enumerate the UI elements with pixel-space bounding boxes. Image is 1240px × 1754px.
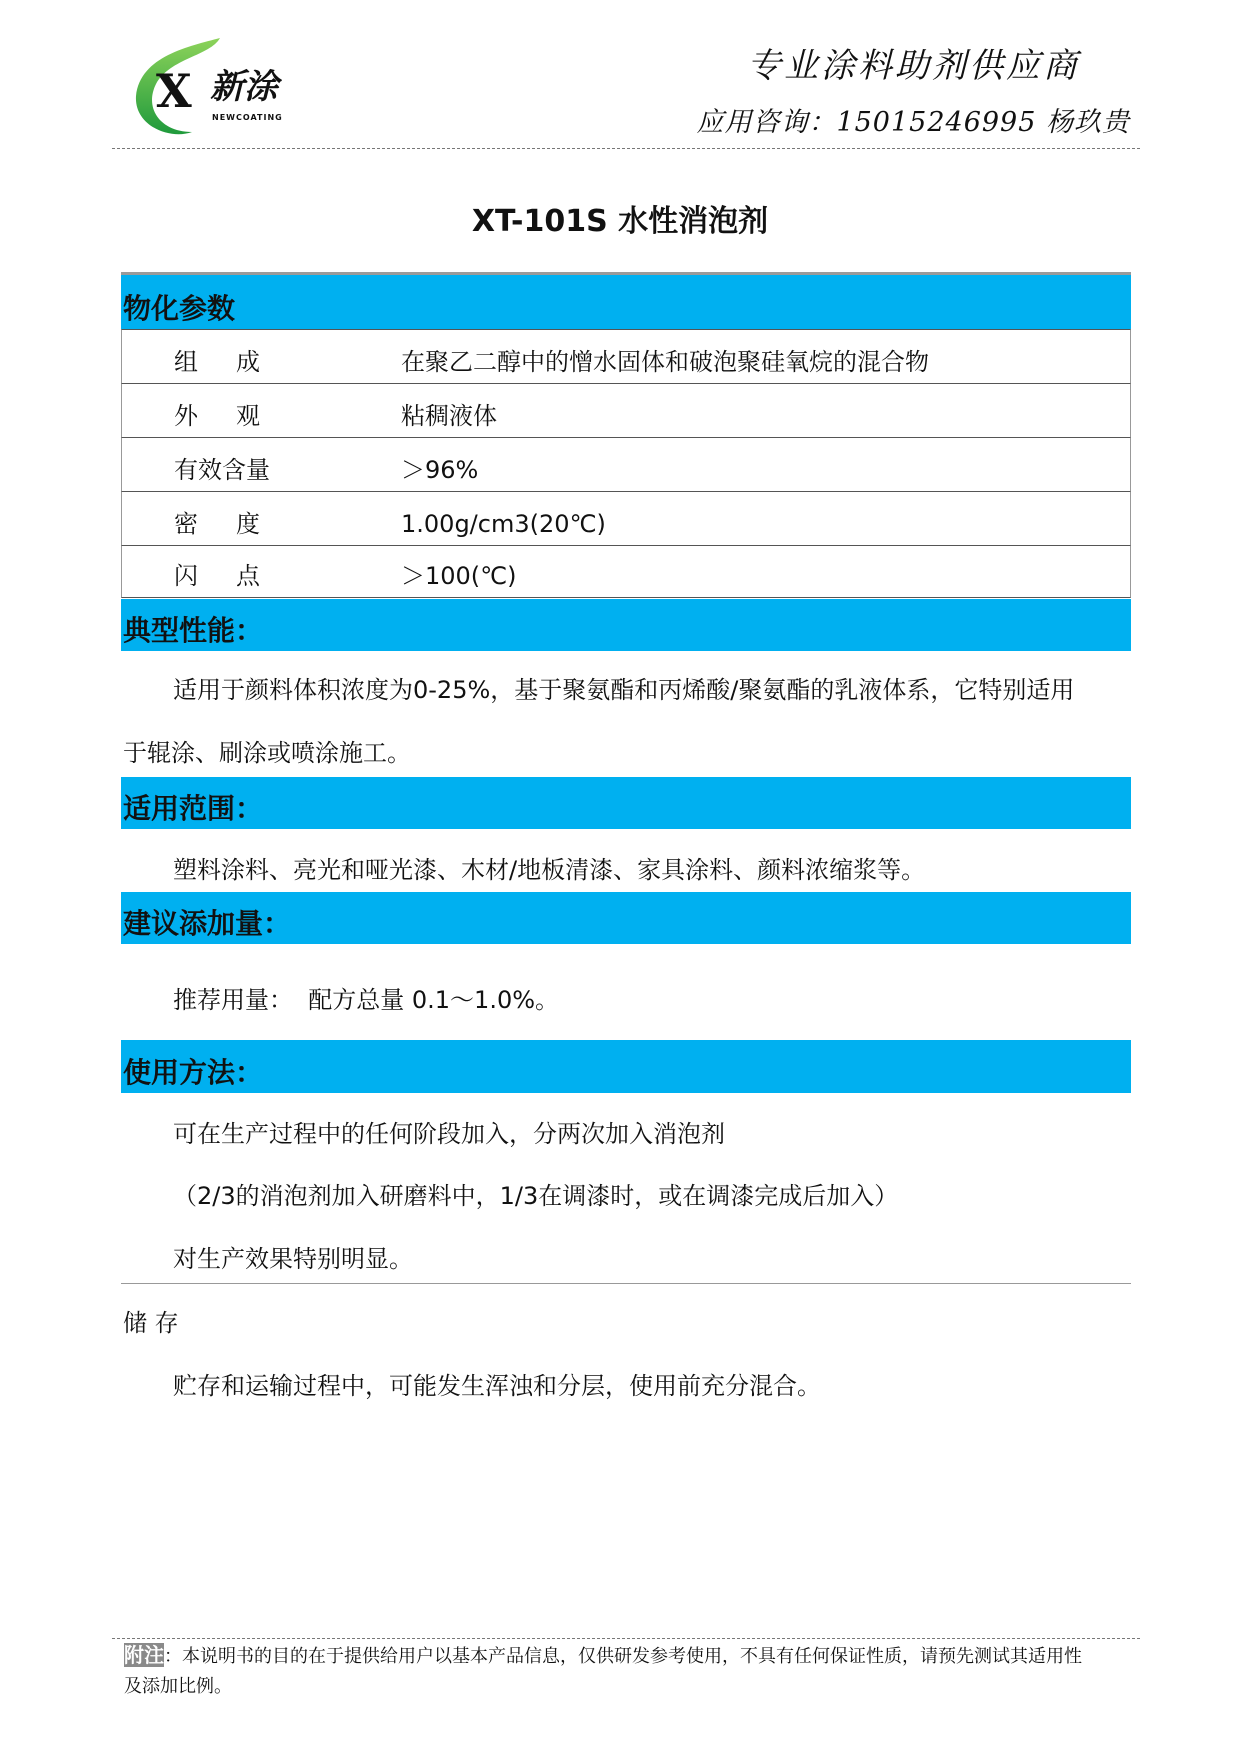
header-contact: 应用咨询：15015246995 杨玖贵 xyxy=(696,107,1130,138)
usage-text: 对生产效果特别明显。 xyxy=(173,1245,413,1273)
divider xyxy=(121,1283,1131,1284)
property-label: 闪点 xyxy=(174,561,298,590)
scope-text: 塑料涂料、亮光和哑光漆、木材/地板清漆、家具涂料、颜料浓缩浆等。 xyxy=(173,856,926,884)
property-label: 有效含量 xyxy=(174,455,270,484)
dosage-text: 推荐用量： 配方总量 0.1～1.0%。 xyxy=(173,986,560,1014)
section-scope: 适用范围： xyxy=(121,777,1131,829)
footer-line2: 及添加比例。 xyxy=(124,1676,232,1697)
property-label: 密度 xyxy=(174,509,298,538)
properties-table xyxy=(121,329,1131,598)
document-title: XT-101S 水性消泡剂 xyxy=(471,204,769,239)
table-row xyxy=(121,437,1131,491)
property-value: 在聚乙二醇中的憎水固体和破泡聚硅氧烷的混合物 xyxy=(401,347,929,376)
section-dosage: 建议添加量： xyxy=(121,892,1131,944)
usage-text: （2/3的消泡剂加入研磨料中，1/3在调漆时，或在调漆完成后加入） xyxy=(173,1182,899,1210)
property-value: ＞96% xyxy=(401,455,479,484)
footer-divider xyxy=(112,1638,1140,1639)
header-slogan: 专业涂料助剂供应商 xyxy=(747,46,1080,86)
logo xyxy=(130,36,300,140)
property-value: 1.00g/cm3(20℃) xyxy=(401,509,606,538)
footer-note xyxy=(124,1643,1082,1668)
logo-letter: X xyxy=(156,64,192,118)
logo-text: 新涂 xyxy=(210,67,278,107)
section-performance: 典型性能： xyxy=(121,599,1131,651)
footer-tag: 附注 xyxy=(124,1643,164,1667)
performance-text: 于辊涂、刷涂或喷涂施工。 xyxy=(123,739,411,767)
property-label: 组成 xyxy=(174,347,298,376)
property-label: 外观 xyxy=(174,401,298,430)
section-usage: 使用方法： xyxy=(121,1040,1131,1093)
table-row xyxy=(121,545,1131,598)
table-row xyxy=(121,329,1131,383)
section-properties: 物化参数 xyxy=(121,272,1131,329)
header-divider xyxy=(112,148,1140,149)
property-value: ＞100(℃) xyxy=(401,561,517,590)
storage-text: 贮存和运输过程中，可能发生浑浊和分层，使用前充分混合。 xyxy=(173,1372,821,1400)
footer-line1: ：本说明书的目的在于提供给用户以基本产品信息，仅供研发参考使用，不具有任何保证性质，请预先测试其适用性 xyxy=(164,1646,1082,1667)
table-row xyxy=(121,491,1131,545)
performance-text: 适用于颜料体积浓度为0-25%，基于聚氨酯和丙烯酸/聚氨酯的乳液体系，它特别适用 xyxy=(173,676,1075,704)
table-row xyxy=(121,383,1131,437)
section-storage: 储 存 xyxy=(123,1309,179,1337)
logo-sub: NEWCOATING xyxy=(212,113,283,122)
property-value: 粘稠液体 xyxy=(401,401,497,430)
usage-text: 可在生产过程中的任何阶段加入，分两次加入消泡剂 xyxy=(173,1120,725,1148)
